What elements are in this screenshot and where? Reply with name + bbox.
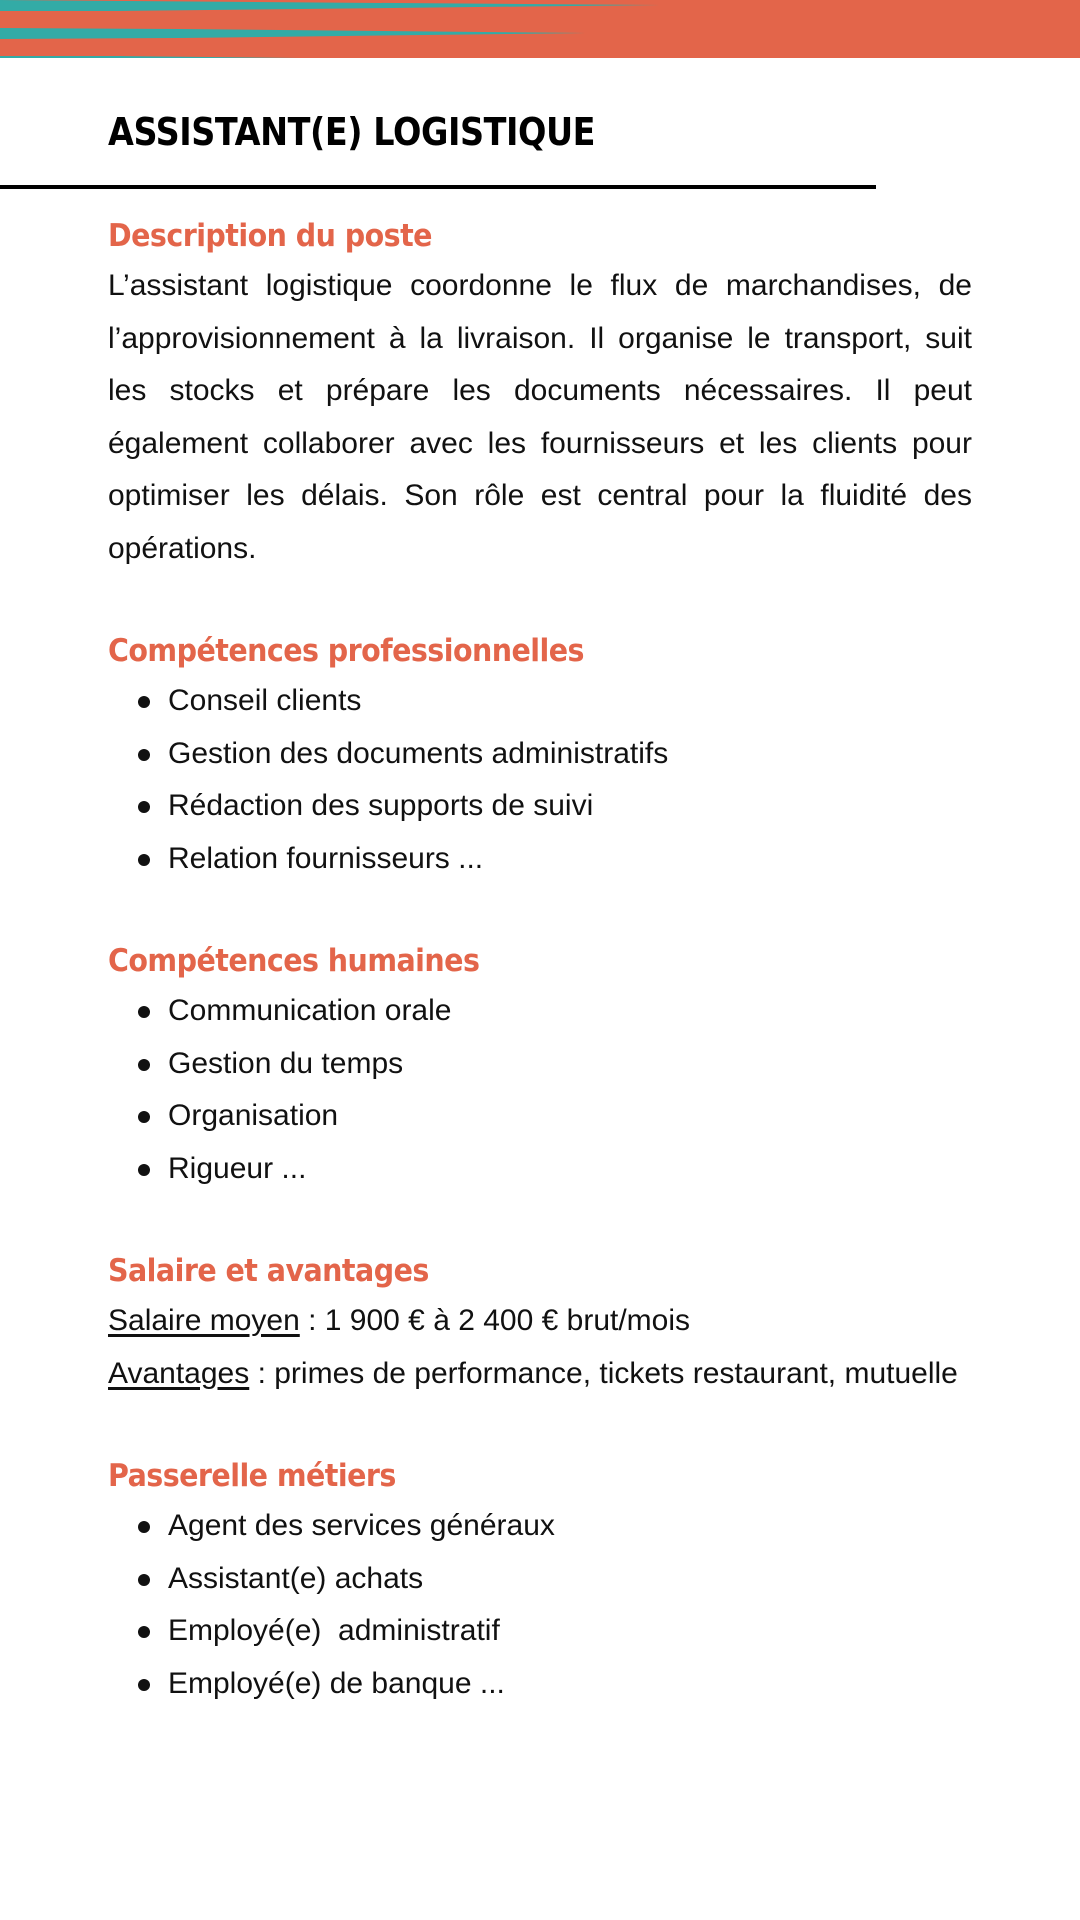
description-text: L’assistant logistique coordonne le flux de marchandises, de l’approvisionnement à la livraison. Il organise le transport, suit les stocks et prépare les documents nécessaires. Il peut également collaborer avec les fournisseurs et les clients pour optimiser les délais. Son rôle est central pour la fluidité des opérations. bbox=[108, 269, 972, 565]
pro-skills-list bbox=[108, 675, 972, 885]
human-skills-list bbox=[108, 985, 972, 1195]
list-item: Conseil clients bbox=[138, 675, 972, 728]
list-item: Gestion des documents administratifs bbox=[138, 728, 972, 781]
section-heading-bridges: Passerelle métiers bbox=[108, 1458, 396, 1494]
section-heading-description: Description du poste bbox=[108, 218, 432, 254]
list-item: Rigueur ... bbox=[138, 1143, 972, 1196]
section-heading-salary: Salaire et avantages bbox=[108, 1253, 429, 1289]
spacer bbox=[108, 1195, 972, 1247]
bridges-list bbox=[108, 1500, 972, 1710]
section-heading-human-skills: Compétences humaines bbox=[108, 943, 480, 979]
spacer bbox=[108, 885, 972, 937]
list-item: Organisation bbox=[138, 1090, 972, 1143]
title-divider bbox=[0, 185, 876, 189]
benefits-value: : primes de performance, tickets restaurant, mutuelle bbox=[249, 1356, 958, 1390]
list-item: Relation fournisseurs ... bbox=[138, 833, 972, 886]
salary-label: Salaire moyen bbox=[108, 1304, 300, 1337]
page-title: ASSISTANT(E) LOGISTIQUE bbox=[108, 110, 596, 154]
list-item: Communication orale bbox=[138, 985, 972, 1038]
section-salary bbox=[108, 1247, 972, 1400]
section-pro-skills bbox=[108, 627, 972, 885]
list-item: Rédaction des supports de suivi bbox=[138, 780, 972, 833]
list-item: Gestion du temps bbox=[138, 1038, 972, 1091]
list-item: Assistant(e) achats bbox=[138, 1553, 972, 1606]
striped-banner-graphic bbox=[0, 0, 1080, 58]
spacer bbox=[108, 1400, 972, 1452]
list-item: Employé(e) de banque ... bbox=[138, 1658, 972, 1711]
header-banner bbox=[0, 0, 1080, 58]
salary-line bbox=[108, 1295, 972, 1348]
list-item: Employé(e) administratif bbox=[138, 1605, 972, 1658]
section-human-skills bbox=[108, 937, 972, 1195]
job-sheet-content bbox=[108, 212, 972, 1710]
salary-value: : 1 900 € à 2 400 € brut/mois bbox=[299, 1304, 691, 1337]
section-description bbox=[108, 212, 972, 575]
list-item: Agent des services généraux bbox=[138, 1500, 972, 1553]
benefits-line bbox=[108, 1348, 972, 1401]
section-bridges bbox=[108, 1452, 972, 1710]
spacer bbox=[108, 575, 972, 627]
benefits-label: Avantages bbox=[108, 1356, 250, 1390]
section-heading-pro-skills: Compétences professionnelles bbox=[108, 633, 584, 669]
